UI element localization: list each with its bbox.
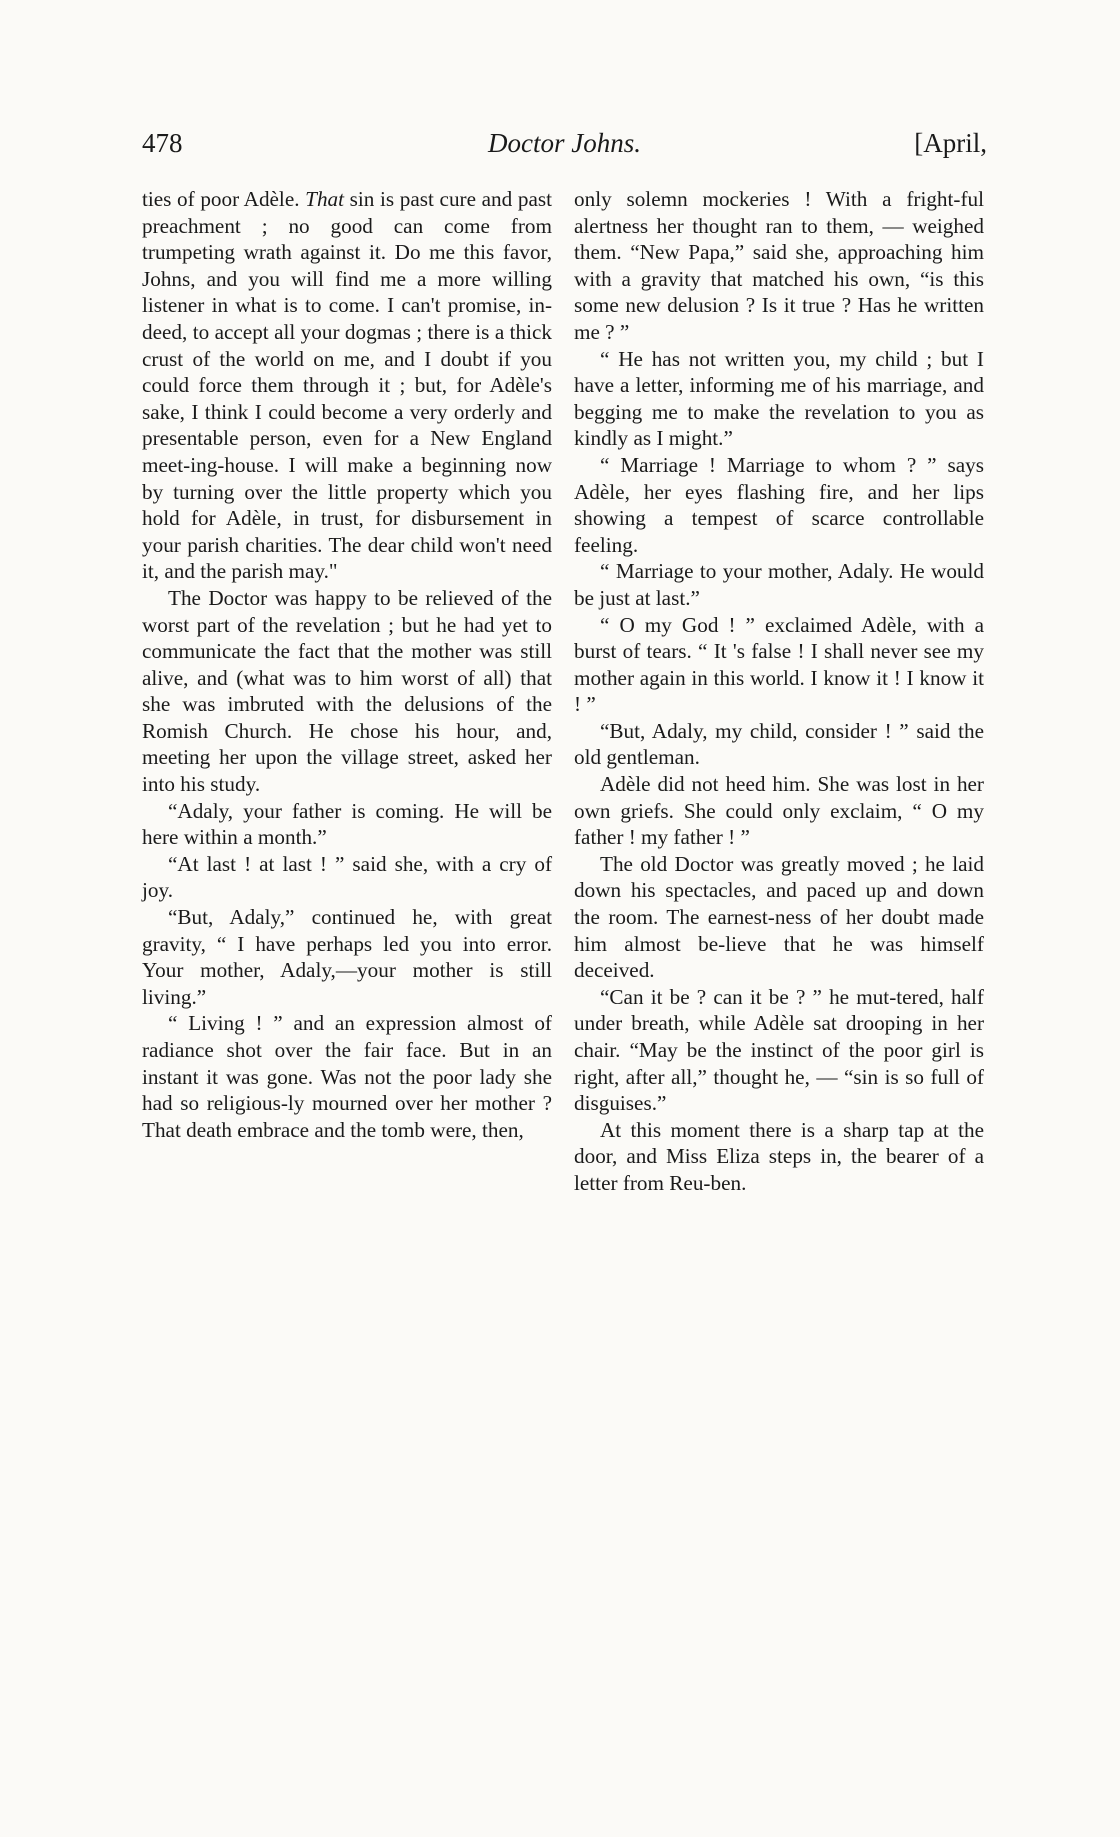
paragraph [142, 186, 552, 585]
paragraph-text: ties of poor Adèle. [142, 187, 300, 211]
paragraph: “ Marriage ! Marriage to whom ? ” says Adèle, her eyes flashing fire, and her lips showing a tempest of scarce controllable feeling. [574, 452, 984, 557]
paragraph: “Can it be ? can it be ? ” he mut-tered, half under breath, while Adèle sat drooping in her chair. “May be the instinct of the poor girl is right, after all,” thought he, — “sin is so full of disguises.” [574, 984, 984, 1116]
paragraph: Adèle did not heed him. She was lost in her own griefs. She could only exclaim, “ O my father ! my father ! ” [574, 772, 984, 850]
paragraph-text: sin is past cure and past preachment ; no good can come from trumpeting wrath against it. Do me this favor, Johns, and you will find me a more willing listener in what is to come. I can't promise, in-deed, to accept all your dogmas ; there is a thick crust of the world on me, and I doubt if you could force them through it ; but, for Adèle's sake, I think I could become a very orderly and presentable person, even for a New England meet-ing-house. I will make a beginning now by turning over the little property which you hold for Adèle, in trust, for disbursement in your parish charities. The dear child won't need it, and the parish may." [142, 187, 552, 584]
paragraph: The old Doctor was greatly moved ; he laid down his spectacles, and paced up and down the room. The earnest-ness of her doubt made him almost be-lieve that he was himself deceived. [574, 851, 984, 983]
paragraph: The Doctor was happy to be relieved of the worst part of the revelation ; but he had yet to communicate the fact that the mother was still alive, and (what was to him worst of all) that she was imbruted with the delusions of the Romish Church. He chose his hour, and, meeting her upon the village street, asked her into his study. [142, 585, 552, 797]
paragraph: only solemn mockeries ! With a fright-ful alertness her thought ran to them, — weighed them. “New Papa,” said she, approaching him with a gravity that matched his own, “is this some new delusion ? Is it true ? Has he written me ? ” [574, 187, 984, 344]
page-number: 478 [142, 128, 183, 158]
paragraph: “ Marriage to your mother, Adaly. He would be just at last.” [574, 559, 984, 610]
paragraph: “But, Adaly, my child, consider ! ” said the old gentleman. [574, 718, 984, 770]
paragraph: At this moment there is a sharp tap at the door, and Miss Eliza steps in, the bearer of a letter from Reu-ben. [574, 1117, 984, 1195]
emphasis-text: That [305, 187, 345, 211]
paragraph: “But, Adaly,” continued he, with great gravity, “ I have perhaps led you into error. Your mother, Adaly,—your mother is still living.” [142, 905, 552, 1009]
paragraph: “ O my God ! ” exclaimed Adèle, with a burst of tears. “ It 's false ! I shall never see my mother again in this world. I know it ! I know it ! ” [574, 612, 984, 717]
paragraph: “Adaly, your father is coming. He will be here within a month.” [142, 798, 552, 850]
paragraph: “ Living ! ” and an expression almost of radiance shot over the fair face. But in an instant it was gone. Was not the poor lady she had so religious-ly mourned over her mother ? That death embrace and the tomb were, then, [142, 1011, 552, 1142]
running-date: [April, [914, 128, 987, 158]
running-title: Doctor Johns. [488, 128, 641, 158]
right-column [574, 186, 984, 1197]
paragraph: “At last ! at last ! ” said she, with a cry of joy. [142, 851, 552, 903]
paragraph: “ He has not written you, my child ; but I have a letter, informing me of his marriage, and begging me to make the revelation to you as kindly as I might.” [574, 346, 984, 451]
running-header [142, 128, 987, 168]
left-column [142, 186, 552, 1143]
